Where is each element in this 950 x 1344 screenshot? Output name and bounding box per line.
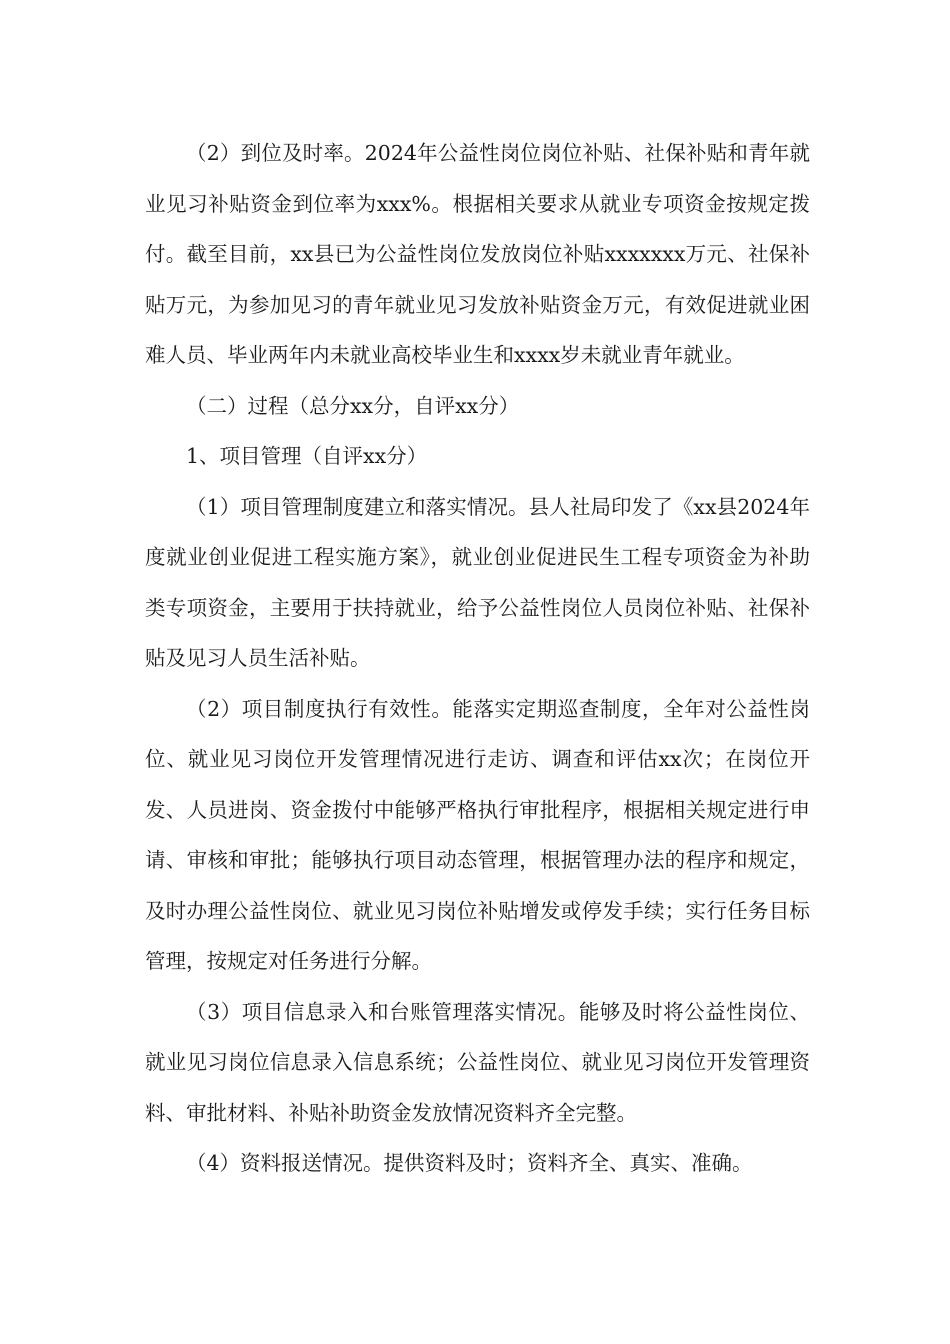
document-body	[145, 128, 810, 1189]
paragraph-system-effectiveness: （2）项目制度执行有效性。能落实定期巡查制度，全年对公益性岗位、就业见习岗位开发管理情况进行走访、调查和评估xx次；在岗位开发、人员进岗、资金拨付中能够严格执行审批程序，根据相关规定进行申请、审核和审批；能够执行项目动态管理，根据管理办法的程序和规定，及时办理公益性岗位、就业见习岗位补贴增发或停发手续；实行任务目标管理，按规定对任务进行分解。	[145, 696, 810, 973]
paragraph-data-submission: （4）资料报送情况。提供资料及时；资料齐全、真实、准确。	[186, 1151, 753, 1175]
paragraph-management-system: （1）项目管理制度建立和落实情况。县人社局印发了《xx县2024年度就业创业促进工程实施方案》，就业创业促进民生工程专项资金为补助类专项资金，主要用于扶持就业，给予公益性岗位人员岗位补贴、社保补贴及见习人员生活补贴。	[145, 494, 810, 670]
paragraph-information-entry: （3）项目信息录入和台账管理落实情况。能够及时将公益性岗位、就业见习岗位信息录入信息系统；公益性岗位、就业见习岗位开发管理资料、审批材料、补贴补助资金发放情况资料齐全完整。	[145, 999, 810, 1125]
section-heading-process: （二）过程（总分xx分，自评xx分）	[186, 393, 520, 418]
paragraph-arrival-timeliness: （2）到位及时率。2024年公益性岗位岗位补贴、社保补贴和青年就业见习补贴资金到位率为xxx%。根据相关要求从就业专项资金按规定拨付。截至目前，xx县已为公益性岗位发放岗位补贴xxxxxxx万元、社保补贴万元，为参加见习的青年就业见习发放补贴资金万元，有效促进就业困难人员、毕业两年内未就业高校毕业生和xxxx岁未就业青年就业。	[145, 141, 810, 367]
subsection-heading-project-management: 1、项目管理（自评xx分）	[186, 444, 428, 468]
